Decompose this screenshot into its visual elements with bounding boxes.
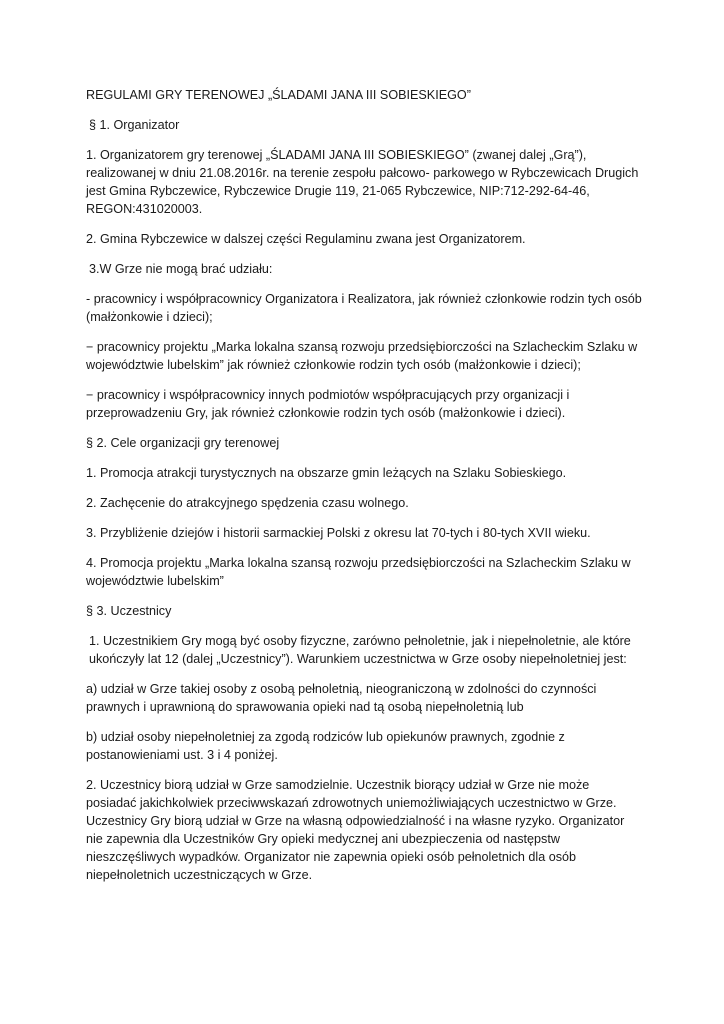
section-2-paragraph-1: 1. Promocja atrakcji turystycznych na obszarze gmin leżących na Szlaku Sobieskiego. (86, 466, 567, 480)
section-1-list-item-b: − pracownicy projektu „Marka lokalna szansą rozwoju przedsiębiorczości na Szlacheckim Szlaku w województwie lubelskim” jak również członkowie rodzin tych osób (małżonkowie i dzieci); (86, 340, 638, 372)
section-1-paragraph-2: 2. Gmina Rybczewice w dalszej części Regulaminu zwana jest Organizatorem. (86, 232, 526, 246)
section-1-paragraph-1: 1. Organizatorem gry terenowej „ŚLADAMI JANA III SOBIESKIEGO” (zwanej dalej „Grą”), realizowanej w dniu 21.08.2016r. na terenie zespołu pałcowo- parkowego w Rybczewicach Drugich jest Gmina Rybczewice, Rybczewice Drugie 119, 21-065 Rybczewice, NIP:712-292-64-46, REGON:431020003. (86, 148, 639, 216)
section-1-list-item-c: − pracownicy i współpracownicy innych podmiotów współpracujących przy organizacji i przeprowadzeniu Gry, jak również członkowie rodzin tych osób (małżonkowie i dzieci). (86, 388, 570, 420)
section-1-heading: § 1. Organizator (89, 118, 180, 132)
section-2-paragraph-3: 3. Przybliżenie dziejów i historii sarmackiej Polski z okresu lat 70-tych i 80-tych XVII wieku. (86, 526, 591, 540)
section-1-paragraph-3: 3.W Grze nie mogą brać udziału: (89, 262, 273, 276)
document-title: REGULAMI GRY TERENOWEJ „ŚLADAMI JANA III SOBIESKIEGO” (86, 88, 471, 102)
section-3-list-item-a: a) udział w Grze takiej osoby z osobą pełnoletnią, nieograniczoną w zdolności do czynności prawnych i uprawnioną do sprawowania opieki nad tą osobą niepełnoletnią lub (86, 682, 597, 714)
section-1-list-item-a: - pracownicy i współpracownicy Organizatora i Realizatora, jak również członkowie rodzin tych osób (małżonkowie i dzieci); (86, 292, 642, 324)
document-page (86, 86, 642, 896)
section-2-paragraph-4: 4. Promocja projektu „Marka lokalna szansą rozwoju przedsiębiorczości na Szlacheckim Szlaku w województwie lubelskim” (86, 556, 631, 588)
section-3-paragraph-1: 1. Uczestnikiem Gry mogą być osoby fizyczne, zarówno pełnoletnie, jak i niepełnoletnie, ale które ukończyły lat 12 (dalej „Uczestnicy”). Warunkiem uczestnictwa w Grze osoby niepełnoletniej jest: (89, 634, 631, 666)
section-2-heading: § 2. Cele organizacji gry terenowej (86, 436, 280, 450)
section-3-list-item-b: b) udział osoby niepełnoletniej za zgodą rodziców lub opiekunów prawnych, zgodnie z postanowieniami ust. 3 i 4 poniżej. (86, 730, 565, 762)
section-3-heading: § 3. Uczestnicy (86, 604, 172, 618)
section-2-paragraph-2: 2. Zachęcenie do atrakcyjnego spędzenia czasu wolnego. (86, 496, 409, 510)
section-3-paragraph-2: 2. Uczestnicy biorą udział w Grze samodzielnie. Uczestnik biorący udział w Grze nie może posiadać jakichkolwiek przeciwwskazań zdrowotnych uniemożliwiających uczestnictwo w Grze. Uczestnicy Gry biorą udział w Grze na własną odpowiedzialność i na własne ryzyko. Organizator nie zapewnia dla Uczestników Gry opieki medycznej ani ubezpieczenia od następstw nieszczęśliwych wypadków. Organizator nie zapewnia opieki osób pełnoletnich dla osób niepełnoletnich uczestniczących w Grze. (86, 778, 625, 882)
